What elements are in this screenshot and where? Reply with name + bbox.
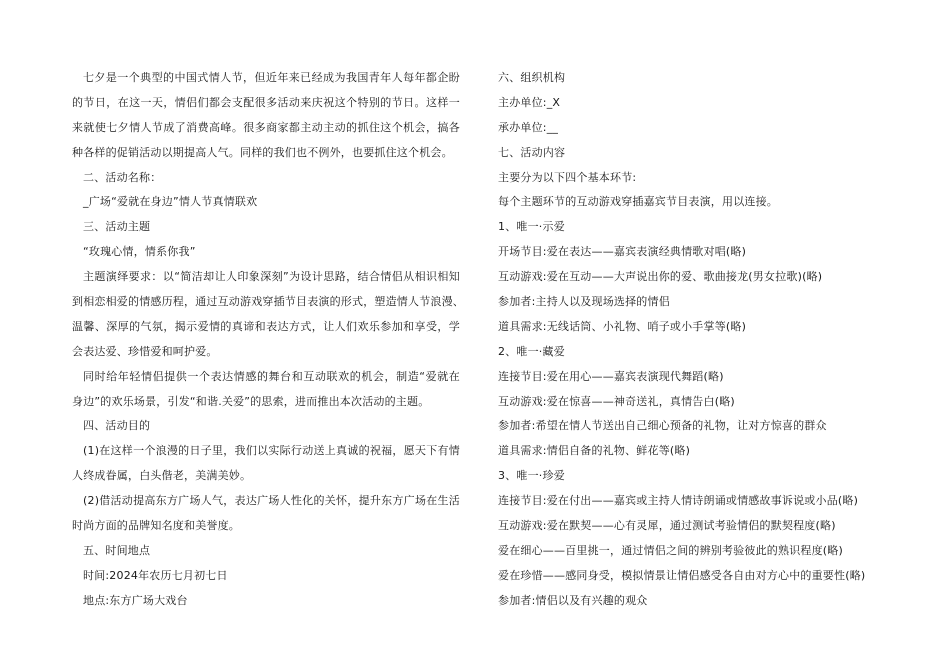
text-line: 爱在珍惜——感同身受，模拟情景让情侣感受各自由对方心中的重要性(略)	[498, 568, 866, 582]
text-line: 种各样的促销活动以期提高人气。同样的我们也不例外，也要抓住这个机会。	[72, 145, 453, 159]
text-line: _广场“爱就在身边”情人节真情联欢	[83, 195, 258, 209]
text-line: 七、活动内容	[498, 145, 566, 159]
text-line: 参加者:情侣以及有兴趣的观众	[498, 593, 648, 607]
text-line: 互动游戏:爱在默契——心有灵犀，通过测试考验情侣的默契程度(略)	[498, 519, 836, 533]
text-line: 爱在细心——百里挑一，通过情侣之间的辨别考验彼此的熟识程度(略)	[498, 543, 843, 557]
text-line: 地点:东方广场大戏台	[83, 593, 188, 607]
text-line: 五、时间地点	[83, 543, 151, 557]
text-line: 道具需求:无线话筒、小礼物、哨子或小手掌等(略)	[498, 319, 747, 333]
text-line: 1、唯一·示爱	[498, 220, 565, 234]
text-line: 三、活动主题	[83, 220, 151, 234]
text-line: 身边”的欢乐场景，引发“和谐.关爱”的思索，进而推出本次活动的主题。	[72, 394, 430, 408]
text-line: 会表达爱、珍惜爱和呵护爱。	[72, 344, 218, 358]
text-line: (1)在这样一个浪漫的日子里，我们以实际行动送上真诚的祝福，愿天下有情	[83, 444, 460, 458]
text-line: 3、唯一·珍爱	[498, 469, 565, 483]
text-line: 每个主题环节的互动游戏穿插嘉宾节目表演，用以连接。	[498, 195, 778, 209]
text-line: 连接节目:爱在付出——嘉宾或主持人情诗朗诵或情感故事诉说或小品(略)	[498, 494, 859, 508]
text-line: 主要分为以下四个基本环节:	[498, 170, 637, 184]
text-line: “玫瑰心情，情系你我”	[83, 245, 196, 259]
text-line: 的节日，在这一天，情侣们都会支配很多活动来庆祝这个特别的节日。这样一	[72, 95, 460, 109]
text-line: 连接节目:爱在用心——嘉宾表演现代舞蹈(略)	[498, 369, 724, 383]
text-line: 到相恋相爱的情感历程，通过互动游戏穿插节目表演的形式，塑造情人节浪漫、	[72, 295, 464, 309]
text-line: 同时给年轻情侣提供一个表达情感的舞台和互动联欢的机会，制造“爱就在	[83, 369, 460, 383]
text-line: 道具需求:情侣自备的礼物、鲜花等(略)	[498, 444, 691, 458]
text-line: 二、活动名称：	[83, 170, 162, 184]
text-line: 开场节目:爱在表达——嘉宾表演经典情歌对唱(略)	[498, 245, 747, 259]
text-line: 主题演绎要求：以“简洁却让人印象深刻”为设计思路，结合情侣从相识相知	[83, 270, 460, 284]
text-line: 时间:2024年农历七月初七日	[83, 568, 228, 582]
text-line: 人终成眷属，白头偕老，美满美妙。	[72, 469, 252, 483]
text-line: 四、活动目的	[83, 419, 151, 433]
text-line: 参加者:希望在情人节送出自己细心预备的礼物，让对方惊喜的群众	[498, 419, 827, 433]
text-line: 2、唯一·藏爱	[498, 344, 565, 358]
text-line: 时尚方面的品牌知名度和美誉度。	[72, 519, 240, 533]
text-line: 主办单位:_X	[498, 95, 561, 109]
text-line: 参加者:主持人以及现场选择的情侣	[498, 295, 670, 309]
text-line: 六、组织机构	[498, 71, 566, 84]
text-line: 温馨、深厚的气氛，揭示爱情的真谛和表达方式，让人们欢乐参加和享受，学	[72, 319, 460, 333]
text-line: 互动游戏:爱在惊喜——神奇送礼，真情告白(略)	[498, 394, 735, 408]
right-text-column	[498, 66, 898, 614]
text-line: 互动游戏:爱在互动——大声说出你的爱、歌曲接龙(男女拉歌)(略)	[498, 270, 823, 284]
text-line: 承办单位:__	[498, 120, 559, 134]
text-line: 来就使七夕情人节成了消费高峰。很多商家都主动主动的抓住这个机会，搞各	[72, 120, 460, 134]
text-line: (2)借活动提高东方广场人气，表达广场人性化的关怀，提升东方广场在生活	[83, 494, 460, 508]
text-line: 七夕是一个典型的中国式情人节，但近年来已经成为我国青年人每年都企盼	[83, 71, 460, 84]
left-text-column	[72, 66, 464, 614]
